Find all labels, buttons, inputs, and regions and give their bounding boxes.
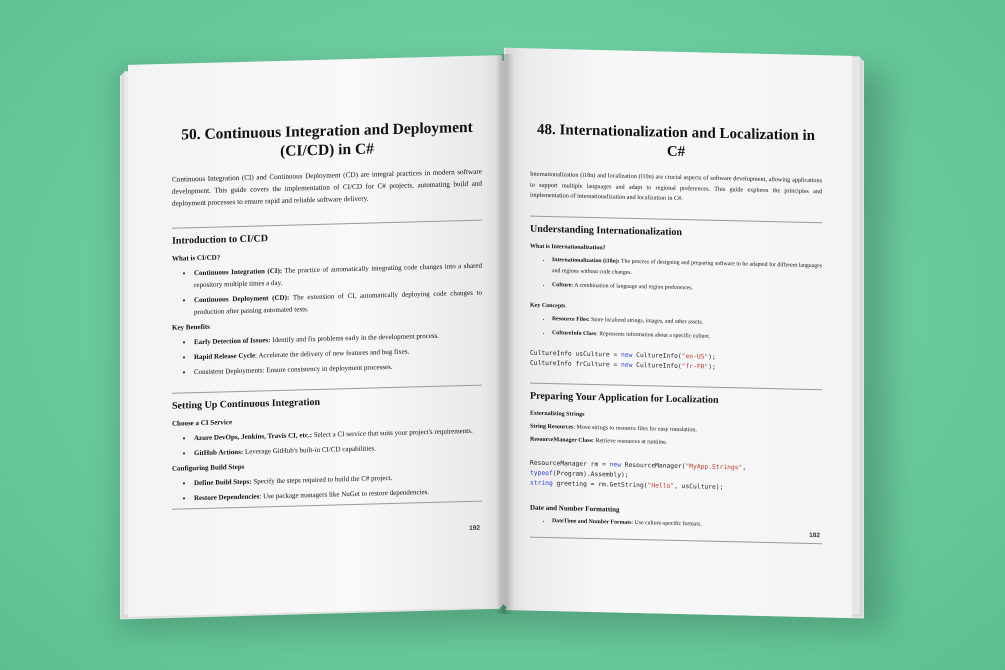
section-title: Setting Up Continuous Integration (172, 396, 321, 412)
chapter-title: 50. Continuous Integration and Deployment (CI/CD) in C# (181, 118, 473, 160)
list-item: • Early Detection of Issues: Identify and fix problems early in the development process. (194, 329, 482, 349)
section-title: Introduction to CI/CD (172, 233, 268, 247)
chapter-title: 48. Internationalization and Localization in C# (537, 121, 815, 161)
left-page-content (172, 118, 482, 516)
left-page (128, 55, 502, 617)
bullet-list (172, 329, 482, 379)
subheading: Configuring Build Steps (172, 462, 245, 473)
subheading: Choose a CI Service (172, 418, 233, 428)
chapter-intro: Internationalization (i18n) and localization (l10n) are crucial aspects of software development, allowing applications to support multiple languages and adapt to regional preferences. This guide explores the principles and implementation of internationalization and localization in C#. (530, 170, 822, 203)
section-divider (530, 215, 822, 223)
list-item: • Continuous Integration (CI): The practice of automatically integrating code changes into a shared repository multiple times a day. (194, 260, 482, 292)
section-title: Understanding Internationalization (530, 223, 682, 238)
list-item: • Continuous Deployment (CD): The extension of CI, automatically deploying code changes to production after passing automated tests. (194, 287, 482, 319)
list-item: • Resource Files: Store localized strings, images, and other assets. (552, 314, 822, 331)
bullet-list (172, 425, 482, 460)
code-block: ResourceManager rm = new ResourceManager("MyApp.Strings", typeof(Program).Assembly); string greeting = rm.GetString("Hello", usCulture); (530, 459, 747, 491)
bullet-list (172, 470, 482, 505)
list-item: • Define Build Steps: Specify the steps required to build the C# project. (194, 470, 482, 490)
bullet-list (172, 260, 482, 319)
list-item: • Internationalization (i18n): The process of designing and preparing software to be adapted for different languages and regions without code changes. (552, 255, 822, 283)
subheading: Externalizing Strings (530, 410, 585, 418)
section-title: Preparing Your Application for Localization (530, 390, 719, 406)
code-block: CultureInfo usCulture = new CultureInfo("en-US"); CultureInfo frCulture = new CultureInfo("fr-FR"); (530, 349, 716, 371)
list-item: • GitHub Actions: Leverage GitHub's built-in CI/CD capabilities. (194, 440, 482, 460)
subheading: What is CI/CD? (172, 253, 221, 263)
subheading: Key Benefits (172, 322, 210, 332)
list-item: • Culture: A combination of language and region preferences. (552, 280, 822, 297)
page-footer-rule (530, 536, 822, 544)
body-line: ResourceManager Class: Retrieve resources at runtime. (530, 436, 668, 446)
subheading: Date and Number Formatting (530, 503, 620, 514)
right-page-content (530, 121, 822, 550)
subheading: Key Concepts (530, 302, 566, 309)
book-gutter (496, 54, 514, 614)
list-item: • DateTime and Number Formats: Use culture-specific formats. (552, 516, 822, 533)
list-item: • CultureInfo Class: Represents information about a specific culture. (552, 328, 822, 345)
list-item: • Consistent Deployments: Ensure consistency in deployment processes. (194, 359, 482, 379)
bullet-list (530, 313, 822, 345)
list-item: • Azure DevOps, Jenkins, Travis CI, etc.: Select a CI service that suits your project's requirements. (194, 425, 482, 445)
right-page (506, 48, 852, 618)
list-item: • Rapid Release Cycle: Accelerate the delivery of new features and bug fixes. (194, 344, 482, 364)
body-line: String Resources: Move strings to resource files for easy translation. (530, 423, 697, 433)
subheading: What is Internationalization? (530, 243, 606, 251)
list-item: • Restore Dependencies: Use package managers like NuGet to restore dependencies. (194, 485, 482, 505)
chapter-intro: Continuous Integration (CI) and Continuous Deployment (CD) are integral practices in modern software development. This guide covers the implementation of CI/CD for C# projects, automating build and deployment processes to ensure rapid and reliable software delivery. (172, 167, 482, 208)
section-divider (530, 382, 822, 390)
page-number: 192 (469, 524, 480, 532)
bullet-list (530, 254, 822, 297)
page-number: 182 (809, 531, 820, 540)
